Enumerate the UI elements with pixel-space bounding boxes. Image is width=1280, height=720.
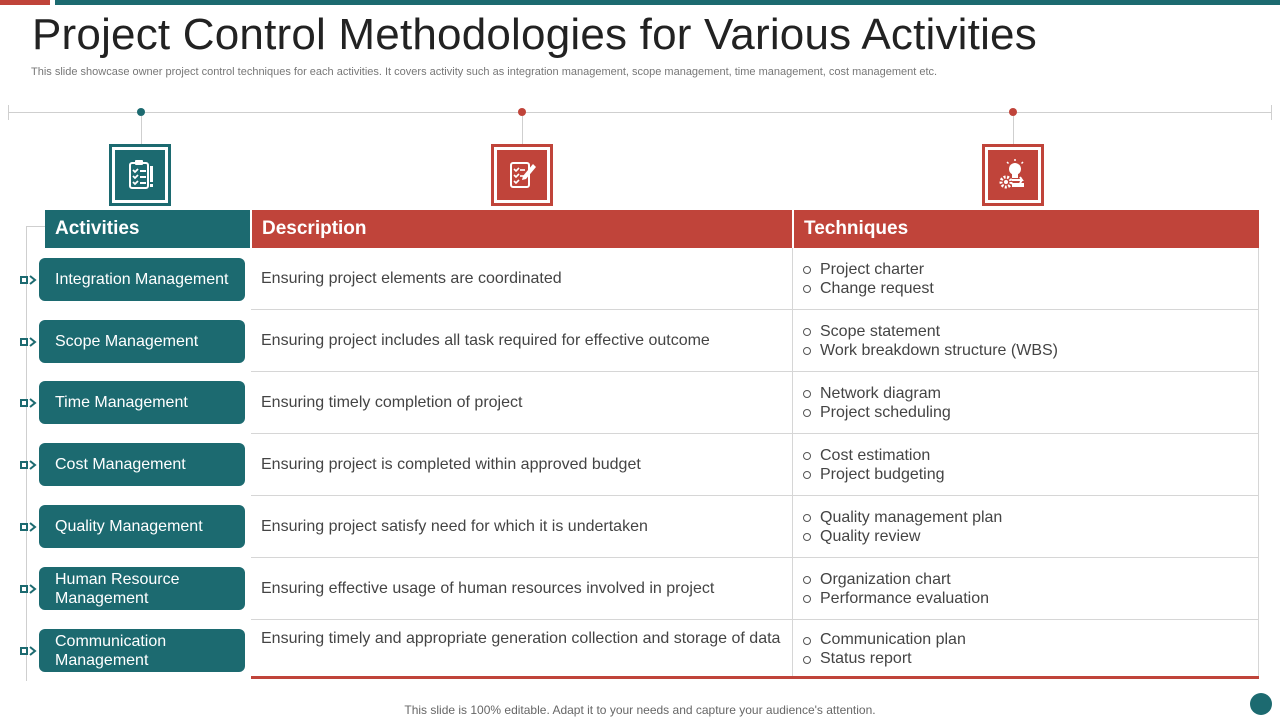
row-description: Ensuring project includes all task required for effective outcome — [261, 331, 710, 349]
header-techniques: Techniques — [794, 210, 1259, 248]
technique-item: Communication plan — [803, 630, 966, 649]
bullet-icon — [803, 285, 811, 293]
activity-scope-management[interactable]: Scope Management — [39, 320, 245, 363]
clipboard-checklist-icon — [123, 158, 157, 192]
technique-item: Project charter — [803, 260, 934, 279]
table-row — [251, 496, 1259, 558]
top-accent-teal — [55, 0, 1280, 5]
row-techniques — [803, 434, 945, 495]
row-techniques — [803, 248, 934, 309]
bullet-icon — [803, 390, 811, 398]
top-accent-red — [0, 0, 50, 5]
bullet-icon — [803, 347, 811, 355]
timeline-dot-description — [518, 108, 526, 116]
bullet-icon — [803, 514, 811, 522]
table-row — [251, 248, 1259, 310]
description-icon-box — [491, 144, 553, 206]
bullet-icon — [803, 471, 811, 479]
timeline-stem — [522, 116, 523, 144]
bullet-icon — [803, 576, 811, 584]
row-description: Ensuring project satisfy need for which it is undertaken — [261, 517, 648, 535]
technique-item: Project scheduling — [803, 403, 951, 422]
technique-item: Status report — [803, 649, 966, 668]
row-techniques — [803, 310, 1058, 371]
row-description: Ensuring project is completed within approved budget — [261, 455, 641, 473]
timeline-cap-right — [1271, 105, 1272, 120]
footer-note: This slide is 100% editable. Adapt it to your needs and capture your audience's attention. — [404, 703, 876, 717]
connector-arrow-icon — [20, 275, 38, 285]
timeline-cap-left — [8, 105, 9, 120]
timeline-dot-activities — [137, 108, 145, 116]
row-techniques — [803, 558, 989, 619]
row-description: Ensuring project elements are coordinated — [261, 269, 562, 287]
bullet-icon — [803, 328, 811, 336]
connector-arrow-icon — [20, 337, 38, 347]
technique-item: Work breakdown structure (WBS) — [803, 341, 1058, 360]
lightbulb-gear-icon — [996, 158, 1030, 192]
table-row — [251, 310, 1259, 372]
technique-item: Scope statement — [803, 322, 1058, 341]
connector-arrow-icon — [20, 584, 38, 594]
bullet-icon — [803, 533, 811, 541]
table-bottom-border — [251, 676, 1259, 679]
connector-arrow-icon — [20, 460, 38, 470]
activity-communication-management[interactable]: Communication Management — [39, 629, 245, 672]
row-techniques — [803, 618, 966, 680]
activity-integration-management[interactable]: Integration Management — [39, 258, 245, 301]
header-description: Description — [252, 210, 792, 248]
table-row — [251, 434, 1259, 496]
row-techniques — [803, 496, 1002, 557]
timeline-stem — [1013, 116, 1014, 144]
corner-decoration — [1250, 693, 1272, 715]
page-title: Project Control Methodologies for Various Activities — [32, 10, 1037, 59]
bullet-icon — [803, 452, 811, 460]
technique-item: Organization chart — [803, 570, 989, 589]
document-checklist-icon — [505, 158, 539, 192]
technique-item: Cost estimation — [803, 446, 945, 465]
activity-human-resource-management[interactable]: Human Resource Management — [39, 567, 245, 610]
timeline-line — [8, 112, 1272, 113]
technique-item: Quality review — [803, 527, 1002, 546]
table-row — [251, 372, 1259, 434]
bullet-icon — [803, 595, 811, 603]
technique-item: Quality management plan — [803, 508, 1002, 527]
row-description: Ensuring timely completion of project — [261, 393, 523, 411]
activity-time-management[interactable]: Time Management — [39, 381, 245, 424]
activity-quality-management[interactable]: Quality Management — [39, 505, 245, 548]
technique-item: Project budgeting — [803, 465, 945, 484]
techniques-icon-box — [982, 144, 1044, 206]
activity-cost-management[interactable]: Cost Management — [39, 443, 245, 486]
activities-connector-top — [26, 226, 45, 227]
bullet-icon — [803, 409, 811, 417]
row-description: Ensuring effective usage of human resources involved in project — [261, 579, 715, 597]
connector-arrow-icon — [20, 646, 38, 656]
bullet-icon — [803, 656, 811, 664]
timeline-dot-techniques — [1009, 108, 1017, 116]
activities-connector-line — [26, 226, 27, 681]
page-subtitle: This slide showcase owner project control techniques for each activities. It covers activity such as integration management, scope management, time management, cost management etc. — [31, 66, 938, 78]
activities-icon-box — [109, 144, 171, 206]
technique-item: Performance evaluation — [803, 589, 989, 608]
table-row — [251, 558, 1259, 620]
table-row — [251, 618, 1259, 680]
technique-item: Change request — [803, 279, 934, 298]
row-techniques — [803, 372, 951, 433]
connector-arrow-icon — [20, 522, 38, 532]
bullet-icon — [803, 266, 811, 274]
bullet-icon — [803, 637, 811, 645]
connector-arrow-icon — [20, 398, 38, 408]
technique-item: Network diagram — [803, 384, 951, 403]
header-activities: Activities — [45, 210, 250, 248]
timeline-stem — [141, 116, 142, 144]
row-description: Ensuring timely and appropriate generation collection and storage of data — [261, 630, 781, 647]
